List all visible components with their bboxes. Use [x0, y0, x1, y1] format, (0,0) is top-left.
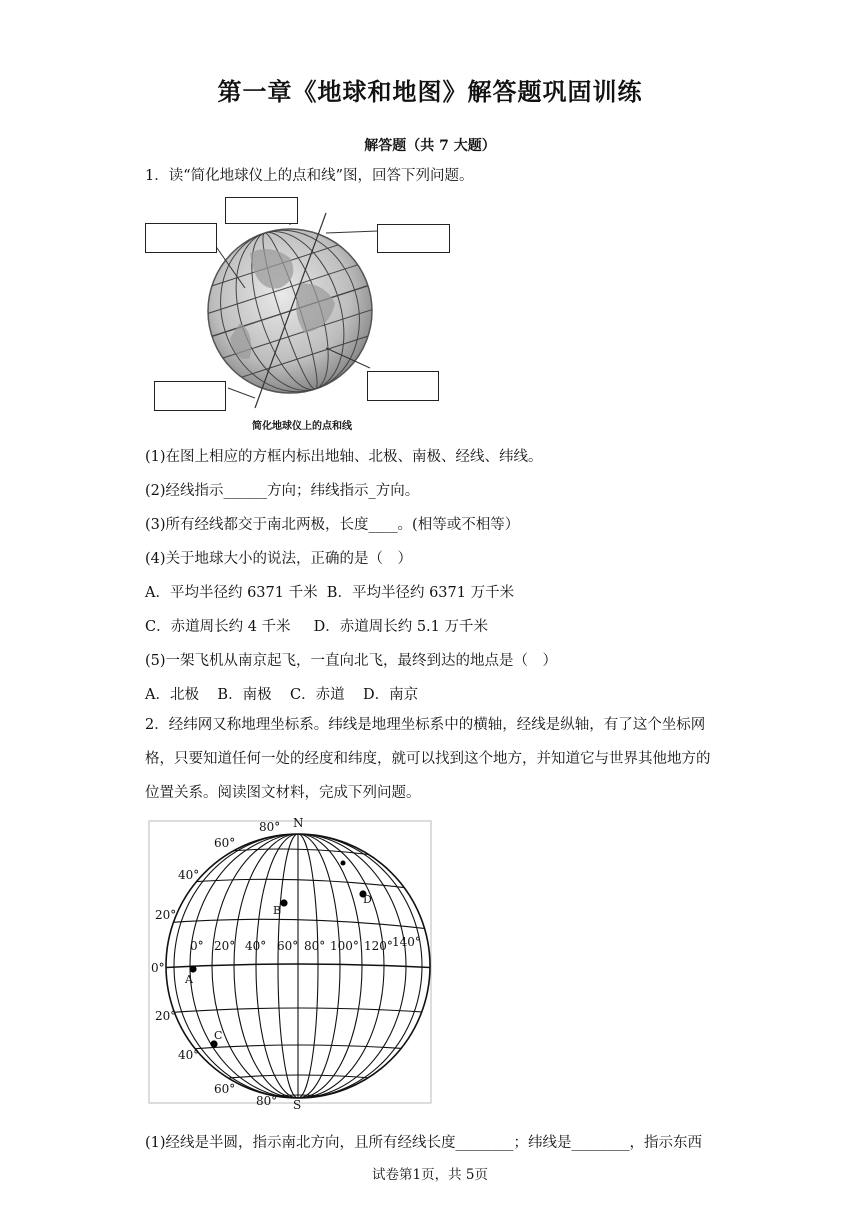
q1-sub5: (5)一架飞机从南京起飞，一直向北飞，最终到达的地点是（ ） [145, 653, 558, 669]
label-box-lower-right[interactable] [367, 371, 439, 401]
graticule-illustration [148, 818, 433, 1110]
lon-label-0: 0° [190, 939, 204, 953]
q1-sub5-options: A．北极 B．南极 C．赤道 D．南京 [145, 687, 419, 703]
lon-label-60: 60° [277, 939, 299, 953]
lat-label-60n: 60° [214, 836, 236, 850]
q2-sub1: (1)经线是半圆，指示南北方向，且所有经线长度________；纬线是________，指示东西 [145, 1135, 703, 1151]
q1-sub1: (1)在图上相应的方框内标出地轴、北极、南极、经线、纬线。 [145, 449, 543, 465]
lat-label-20n: 20° [155, 908, 177, 922]
lon-label-20: 20° [214, 939, 236, 953]
lon-label-100: 100° [330, 939, 359, 953]
lon-label-140: 140° [392, 935, 421, 949]
point-b-label: B [273, 904, 282, 917]
lat-label-20s: 20° [155, 1009, 177, 1023]
q1-sub2: (2)经线指示______方向；纬线指示_方向。 [145, 483, 420, 499]
lon-label-120: 120° [364, 939, 393, 953]
page-title: 第一章《地球和地图》解答题巩固训练 [217, 78, 643, 106]
lat-label-60s: 60° [214, 1082, 236, 1096]
point-d-label: D [363, 893, 372, 906]
q2-stem: 2．经纬网又称地理坐标系。纬线是地理坐标系中的横轴，经线是纵轴，有了这个坐标网格，只要知道任何一处的经度和纬度，就可以找到这个地方，并知道它与世界其他地方的位置关系。阅读图文材料，完成下列问题。 [145, 717, 711, 801]
lon-label-40: 40° [245, 939, 267, 953]
north-label: N [293, 816, 304, 830]
lat-label-40n: 40° [178, 868, 200, 882]
label-box-right[interactable] [377, 224, 450, 253]
page-footer: 试卷第1页，共 5页 [372, 1167, 488, 1183]
lat-label-80s: 80° [256, 1094, 278, 1108]
q1-sub3: (3)所有经线都交于南北两极，长度____。(相等或不相等） [145, 517, 520, 533]
q1-stem: 1．读“简化地球仪上的点和线”图，回答下列问题。 [145, 168, 474, 184]
section-header: 解答题（共 7 大题） [364, 138, 496, 154]
lat-label-0: 0° [151, 961, 165, 975]
lat-label-40s: 40° [178, 1048, 200, 1062]
point-a-label: A [185, 973, 193, 986]
lat-label-80n: 80° [259, 820, 281, 834]
q1-options-cd: C．赤道周长约 4 千米 D．赤道周长约 5.1 万千米 [145, 619, 488, 635]
label-box-lower-left[interactable] [154, 381, 226, 411]
graticule-figure [148, 818, 433, 1110]
globe-caption: 简化地球仪上的点和线 [252, 421, 352, 432]
label-box-top[interactable] [225, 197, 298, 224]
lon-label-80: 80° [304, 939, 326, 953]
globe-figure [140, 193, 460, 433]
label-box-left[interactable] [145, 223, 217, 253]
q1-options-ab: A．平均半径约 6371 千米 B．平均半径约 6371 万千米 [145, 585, 515, 601]
point-c-label: C [214, 1029, 223, 1042]
south-label: S [293, 1098, 302, 1112]
q1-sub4: (4)关于地球大小的说法，正确的是（ ） [145, 551, 413, 567]
